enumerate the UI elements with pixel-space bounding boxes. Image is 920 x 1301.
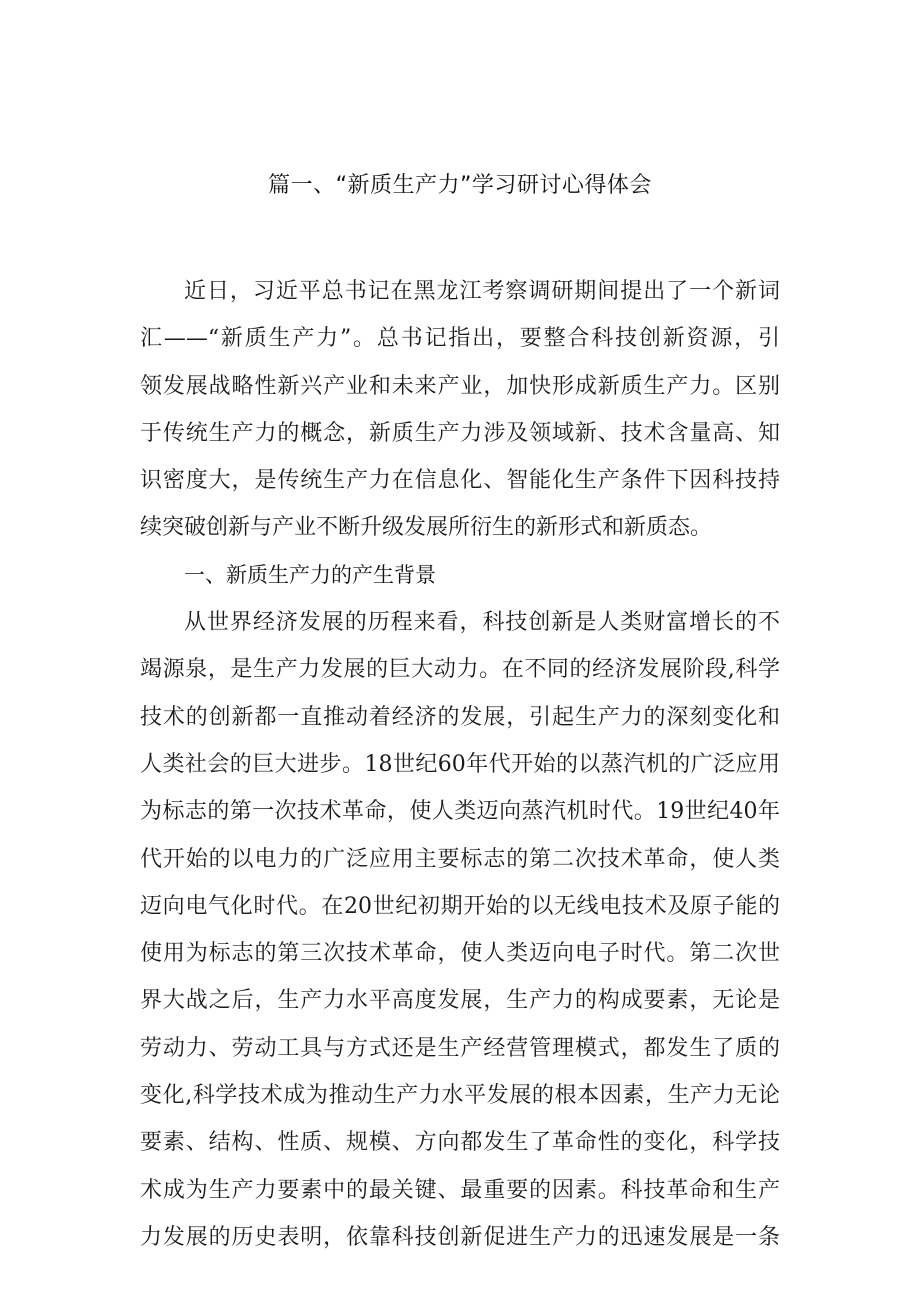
paragraph-line: 代开始的以电力的广泛应用主要标志的第二次技术革命，使人类 (140, 846, 780, 872)
paragraph-line: 界大战之后，生产力水平高度发展，生产力的构成要素，无论是 (140, 988, 780, 1014)
paragraph-line: 使用为标志的第三次技术革命，使人类迈向电子时代。第二次世 (140, 941, 780, 967)
document-title: 篇一、“新质生产力”学习研讨心得体会 (268, 173, 652, 198)
paragraph-line: 从世界经济发展的历程来看，科技创新是人类财富增长的不 (184, 610, 780, 636)
paragraph-background (140, 599, 780, 1261)
paragraph-line: 汇——“新质生产力”。总书记指出，要整合科技创新资源，引 (140, 326, 780, 352)
paragraph-line: 迈向电气化时代。在20世纪初期开始的以无线电技术及原子能的 (140, 893, 780, 919)
paragraph-line: 识密度大，是传统生产力在信息化、智能化生产条件下因科技持 (140, 468, 780, 494)
paragraph-line: 技术的创新都一直推动着经济的发展，引起生产力的深刻变化和 (140, 704, 780, 730)
paragraph-line: 续突破创新与产业不断升级发展所衍生的新形式和新质态。 (140, 515, 713, 541)
paragraph-line: 人类社会的巨大进步。18世纪60年代开始的以蒸汽机的广泛应用 (140, 751, 780, 777)
paragraph-line: 于传统生产力的概念，新质生产力涉及领域新、技术含量高、知 (140, 420, 780, 446)
paragraph-intro (140, 268, 780, 552)
paragraph-line: 领发展战略性新兴产业和未来产业，加快形成新质生产力。区别 (140, 373, 780, 399)
document-body (140, 268, 780, 1261)
paragraph-line: 近日，习近平总书记在黑龙江考察调研期间提出了一个新词 (184, 279, 780, 304)
paragraph-line: 术成为生产力要素中的最关键、最重要的因素。科技革命和生产 (140, 1177, 780, 1203)
paragraph-line: 为标志的第一次技术革命，使人类迈向蒸汽机时代。19世纪40年 (140, 799, 780, 825)
paragraph-line: 要素、结构、性质、规模、方向都发生了革命性的变化，科学技 (140, 1130, 780, 1156)
paragraph-line: 劳动力、劳动工具与方式还是生产经营管理模式，都发生了质的 (140, 1035, 780, 1061)
section-heading: 一、新质生产力的产生背景 (184, 562, 436, 587)
paragraph-line: 竭源泉，是生产力发展的巨大动力。在不同的经济发展阶段,科学 (140, 657, 780, 683)
paragraph-line: 变化,科学技术成为推动生产力水平发展的根本因素，生产力无论 (140, 1083, 780, 1109)
paragraph-line: 力发展的历史表明，依靠科技创新促进生产力的迅速发展是一条 (140, 1224, 780, 1250)
